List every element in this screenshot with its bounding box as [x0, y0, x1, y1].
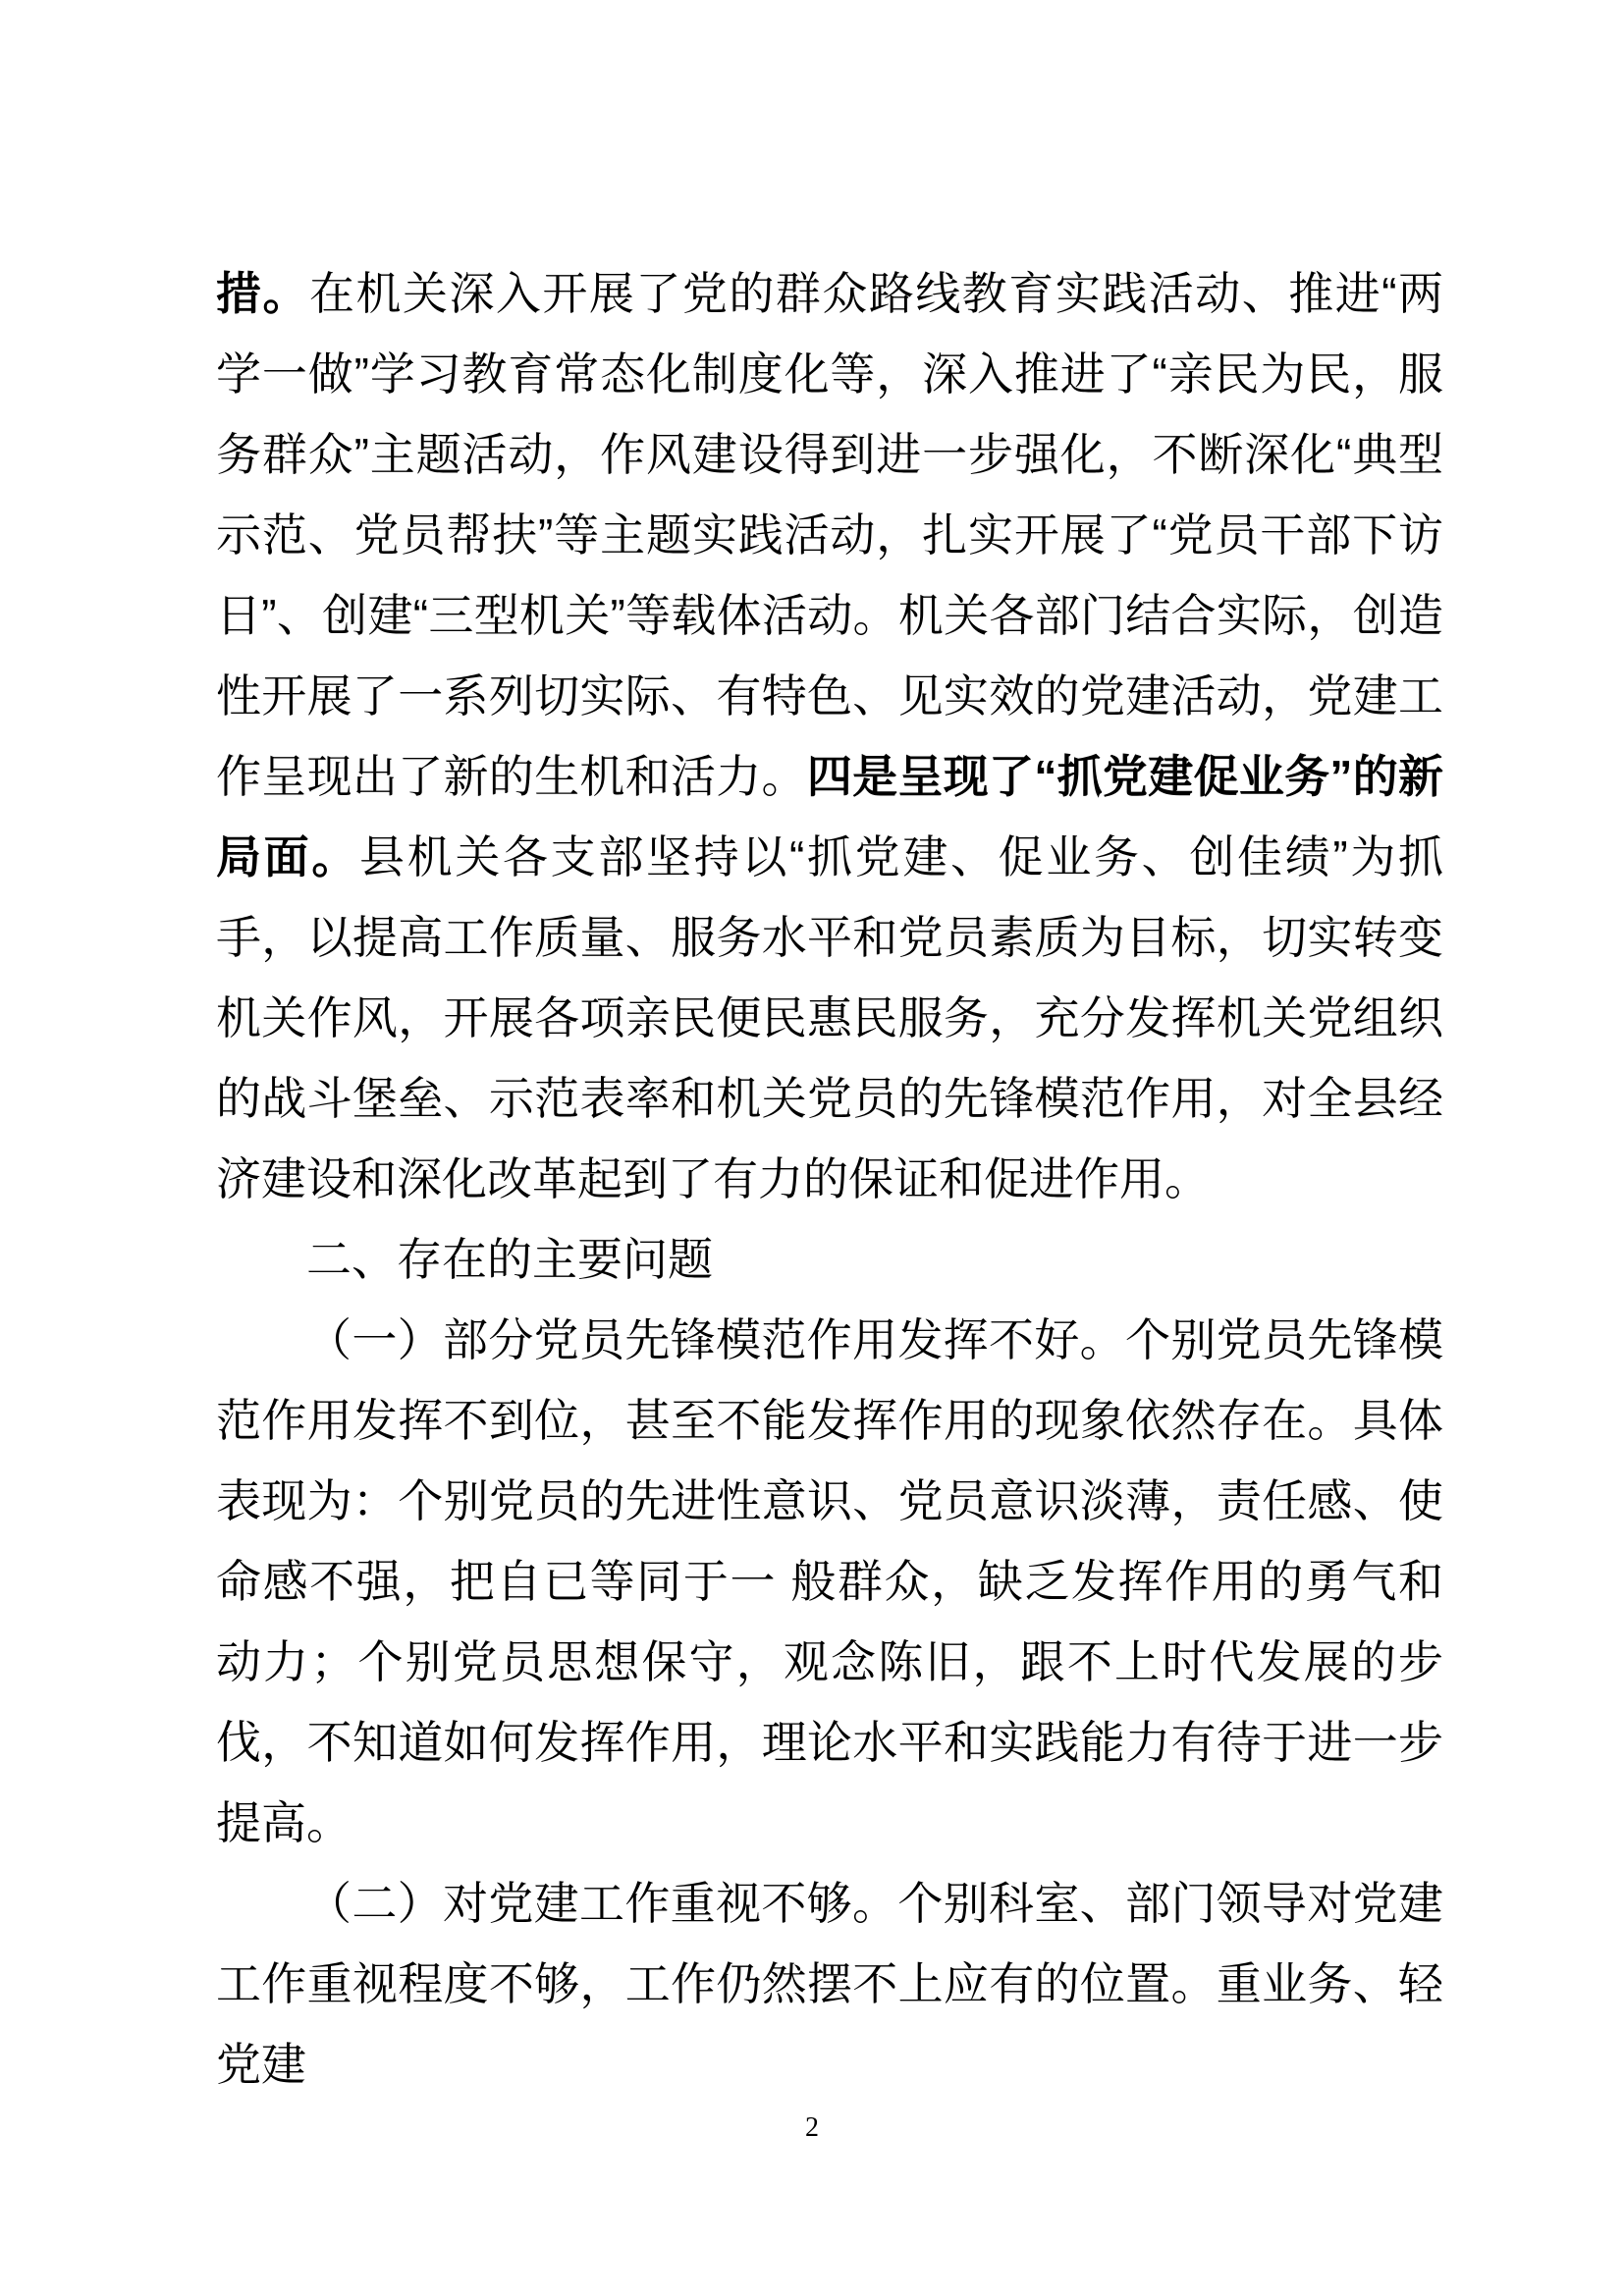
text-run: 在机关深入开展了党的群众路线教育实践活动、推进“两学一做”学习教育常态化制度化等，深入推进了“亲民为民，服务群众”主题活动，作风建设得到进一步强化，不断深化“典型示范、党员帮扶”等主题实践活动，扎实开展了“党员干部下访日”、创建“三型机关”等载体活动。机关各部门结合实际，创造性开展了一系列切实际、有特色、见实效的党建活动，党建工作呈现出了新的生机和活力。 — [216, 268, 1443, 802]
paragraph-problem-one — [216, 1300, 1443, 1863]
paragraph-problem-two — [216, 1863, 1443, 2105]
text-run-bold: 四是呈现了“抓党建促业务”的新局面。 — [216, 751, 1444, 882]
document-body — [216, 253, 1443, 2105]
paragraph-section-heading-two — [216, 1219, 1443, 1300]
paragraph-achievements — [216, 253, 1443, 1219]
text-run: （二）对党建工作重视不够。个别科室、部门领导对党建工作重视程度不够，工作仍然摆不上应有的位置。重业务、轻党建 — [216, 1878, 1443, 2090]
text-run: （一）部分党员先锋模范作用发挥不好。个别党员先锋模范作用发挥不到位，甚至不能发挥作用的现象依然存在。具体表现为：个别党员的先进性意识、党员意识淡薄，责任感、使命感不强，把自已等同于一 般群众，缺乏发挥作用的勇气和动力；个别党员思想保守，观念陈旧，跟不上时代发展的步伐，不知道如何发挥作用，理论水平和实践能力有待于进一步提高。 — [216, 1314, 1443, 1848]
text-run-bold: 措。 — [216, 268, 309, 319]
text-run: 县机关各支部坚持以“抓党建、促业务、创佳绩”为抓手，以提高工作质量、服务水平和党员素质为目标，切实转变机关作风，开展各项亲民便民惠民服务，充分发挥机关党组织的战斗堡垒、示范表率和机关党员的先锋模范作用，对全县经济建设和深化改革起到了有力的保证和促进作用。 — [216, 831, 1444, 1204]
page-number: 2 — [805, 2112, 819, 2143]
text-run: 二、存在的主要问题 — [306, 1234, 713, 1285]
